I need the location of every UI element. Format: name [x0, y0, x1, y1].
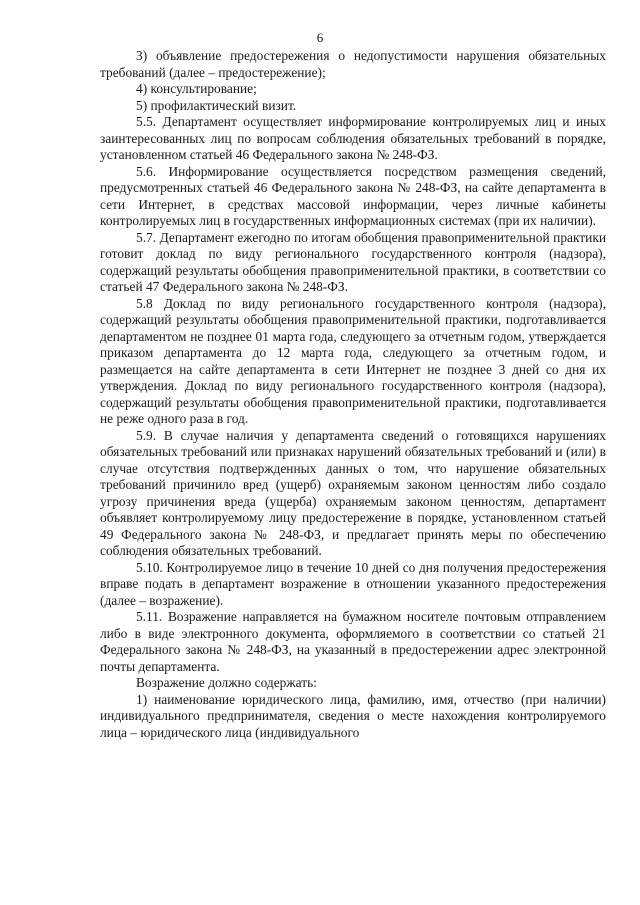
page-number: 6: [316, 30, 324, 45]
paragraph-5-9: 5.9. В случае наличия у департамента сведений о готовящихся нарушениях обязательных требований или признаках нарушений обязательных требований и (или) в случае отсутствия подтвержденных данных о том, что нарушение обязательных требований причинило вред (ущерб) охраняемым законом ценностям либо создало угрозу причинения вреда (ущерба) охраняемым законом ценностям, департамент объявляет контролируемому лицу предостережение в порядке, установленном статьей 49 Федерального закона № 248-ФЗ, и предлагает принять меры по обеспечению соблюдения обязательных требований.: [100, 427, 606, 558]
document-body: [100, 48, 606, 741]
paragraph-5-11: 5.11. Возражение направляется на бумажном носителе почтовым отправлением либо в виде электронного документа, оформляемого в соответствии со статьей 21 Федерального закона № 248-ФЗ, на указанный в предостережении адрес электронной почты департамента.: [100, 609, 606, 674]
paragraph-item-3: 3) объявление предостережения о недопустимости нарушения обязательных требований (далее – предостережение);: [100, 48, 606, 80]
objection-item-1: 1) наименование юридического лица, фамилию, имя, отчество (при наличии) индивидуального предпринимателя, сведения о месте нахождения контролируемого лица – юридического лица (индивидуального: [100, 691, 606, 740]
paragraph-5-6: 5.6. Информирование осуществляется посредством размещения сведений, предусмотренных статьей 46 Федерального закона № 248-ФЗ, на сайте департамента в сети Интернет, в средствах массовой информации, через личные кабинеты контролируемых лиц в государственных информационных системах (при их наличии).: [100, 163, 606, 228]
paragraph-5-10: 5.10. Контролируемое лицо в течение 10 дней со дня получения предостережения вправе подать в департамент возражение в отношении указанного предостережения (далее – возражение).: [100, 559, 606, 608]
paragraph-item-5: 5) профилактический визит.: [136, 97, 297, 113]
paragraph-item-4: 4) консультирование;: [136, 81, 257, 96]
paragraph-5-8: 5.8 Доклад по виду регионального государственного контроля (надзора), содержащий результаты обобщения правоприменительной практики, подготавливается департаментом не позднее 01 марта года, следующего за отчетным годом, утверждается приказом департамента до 12 марта года, следующего за отчетным годом, и размещается на сайте департамента в сети Интернет не позднее 3 дней со дня их утверждения. Доклад по виду регионального государственного контроля (надзора), содержащий результаты обобщения правоприменительной практики, подготавливается не реже одного раза в год.: [100, 295, 606, 426]
objection-contents-heading: Возражение должно содержать:: [136, 675, 317, 690]
paragraph-5-5: 5.5. Департамент осуществляет информирование контролируемых лиц и иных заинтересованных лиц по вопросам соблюдения обязательных требований в порядке, установленном статьей 46 Федерального закона № 248-ФЗ.: [100, 114, 606, 162]
paragraph-5-7: 5.7. Департамент ежегодно по итогам обобщения правоприменительной практики готовит доклад по виду регионального государственного контроля (надзора), содержащий результаты обобщения правоприменительной практики, в соответствии со статьей 47 Федерального закона № 248-ФЗ.: [100, 229, 606, 294]
